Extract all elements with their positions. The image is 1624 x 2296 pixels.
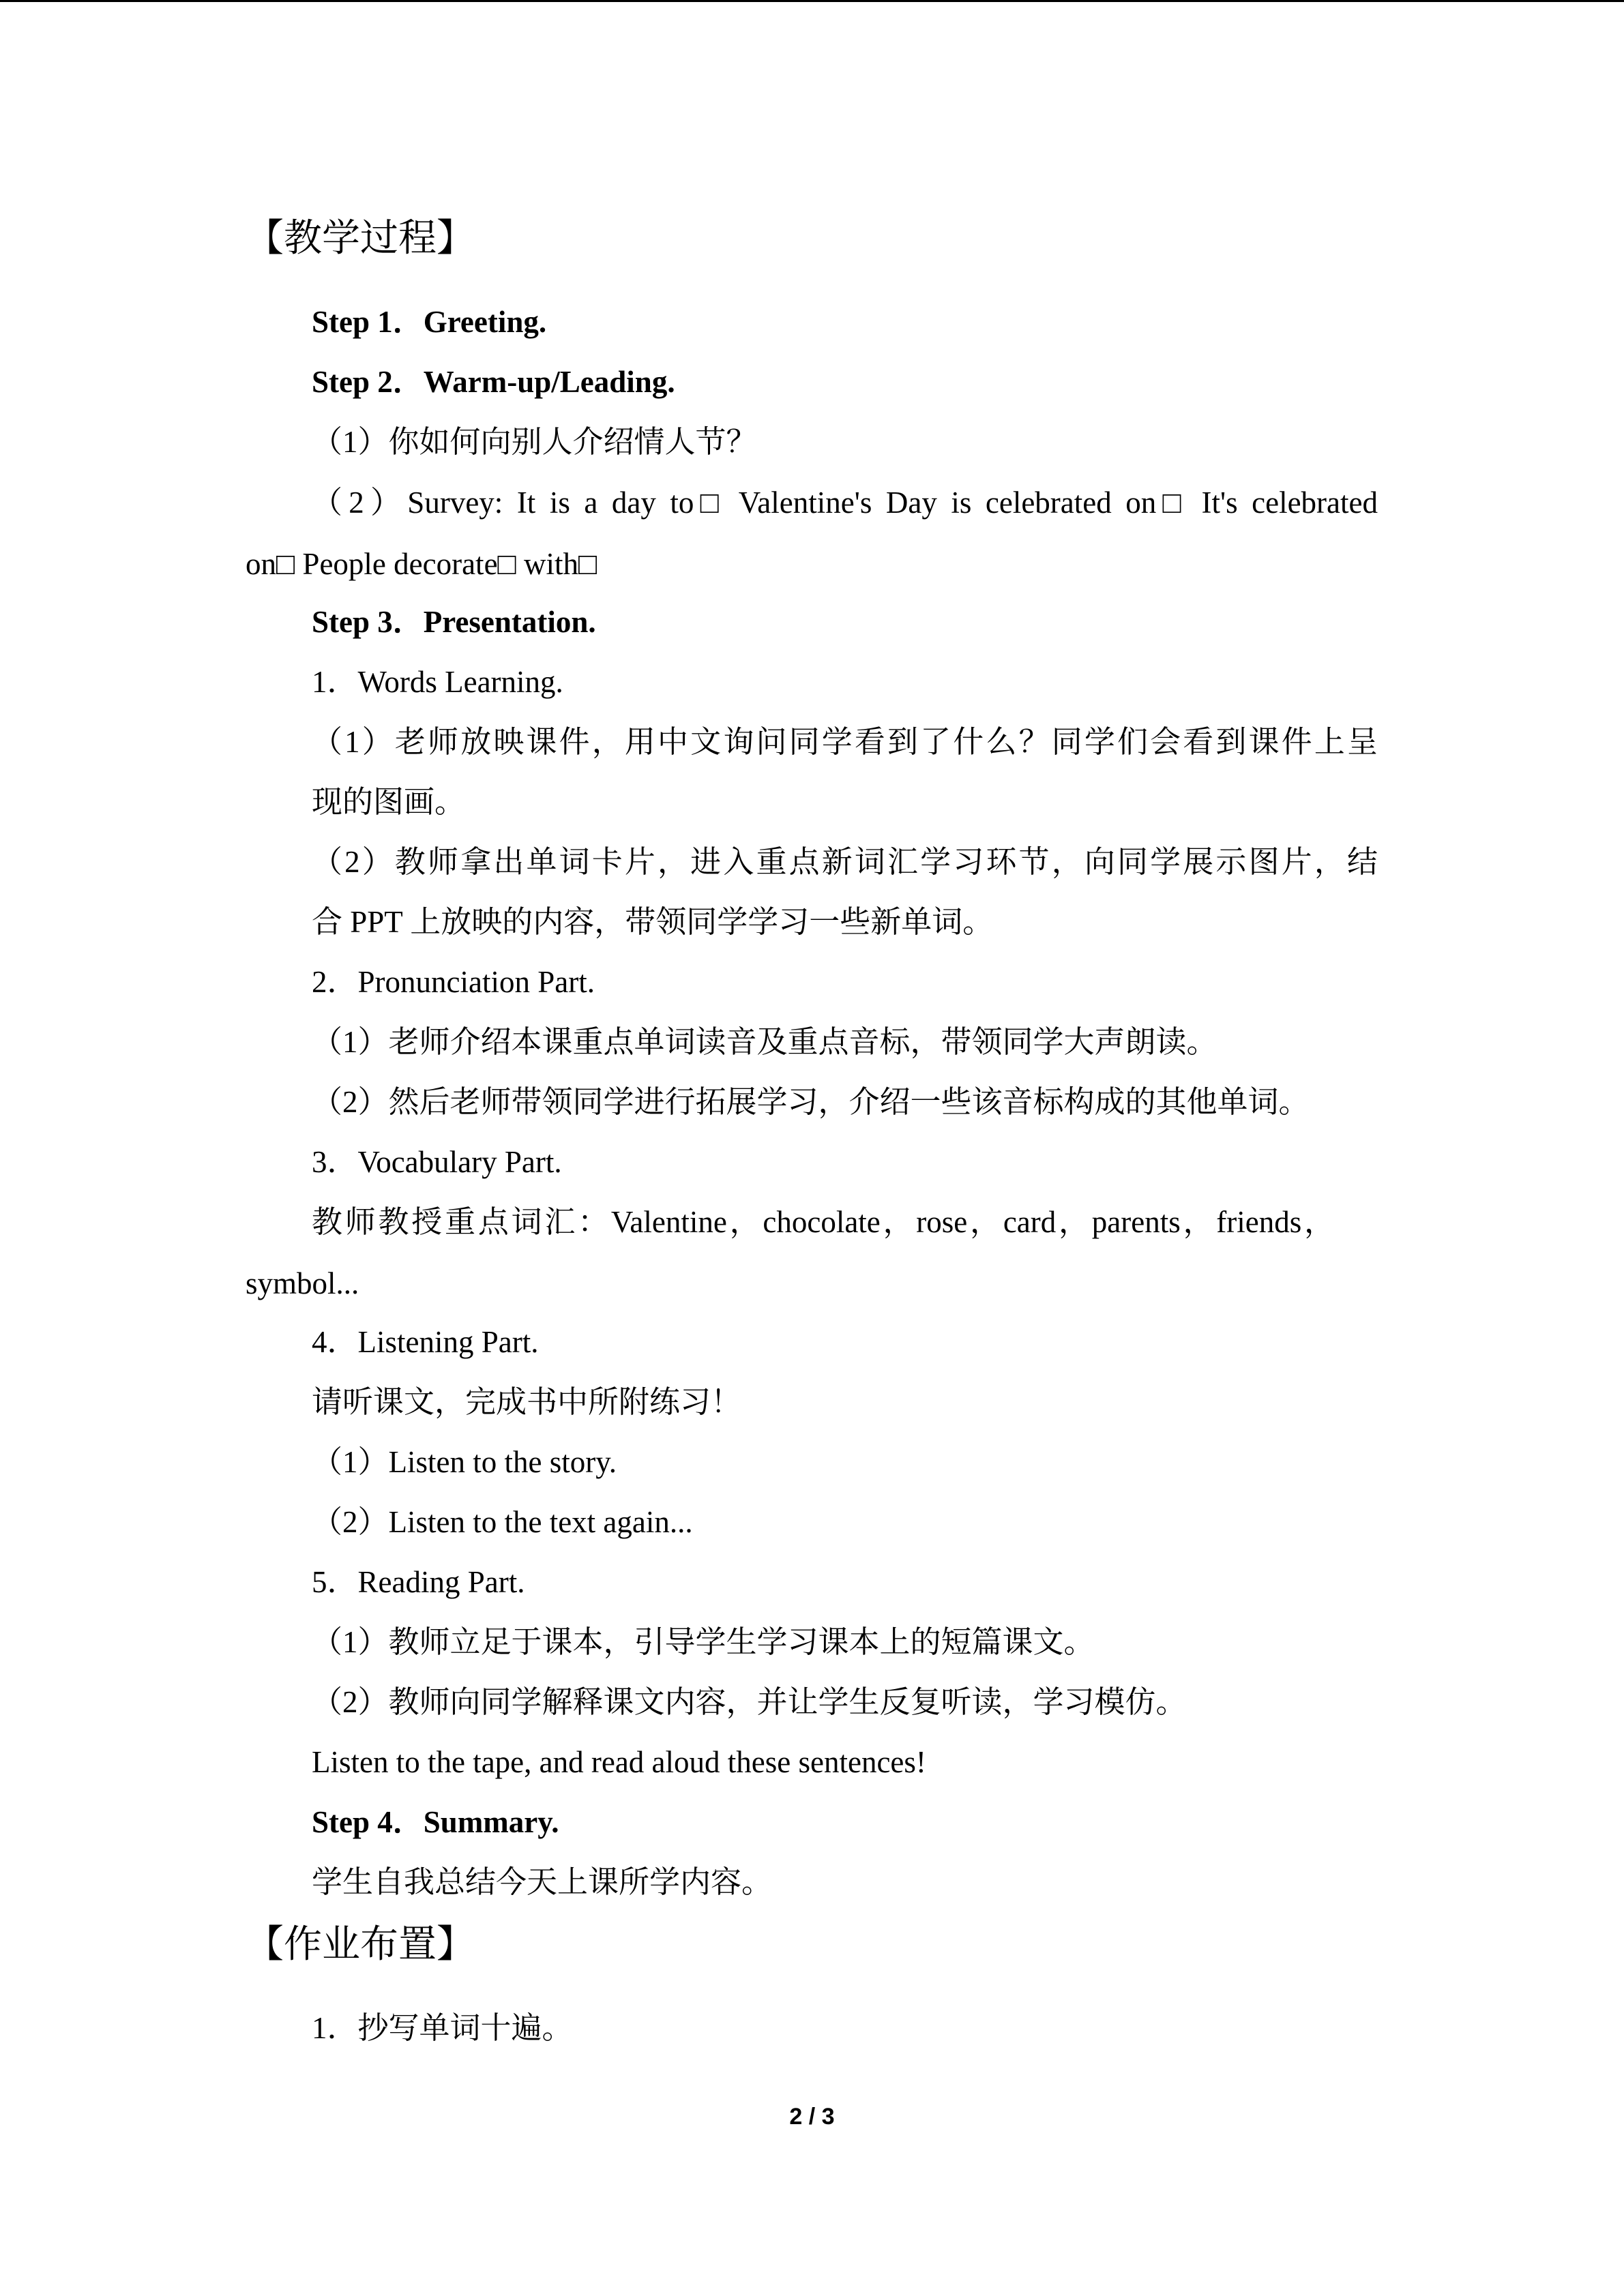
section-heading-teaching-process: 【教学过程】	[246, 216, 475, 260]
pronunciation-heading: 2．Pronunciation Part.	[312, 965, 595, 999]
vocabulary-heading: 3．Vocabulary Part.	[312, 1145, 562, 1179]
step-1-heading: Step 1．Greeting.	[312, 305, 547, 339]
words-learning-item-2-line-1: （2）教师拿出单词卡片，进入重点新词汇学习环节，向同学展示图片，结	[312, 845, 1378, 879]
vocabulary-line-2: symbol...	[246, 1266, 359, 1300]
step-3-heading: Step 3．Presentation.	[312, 605, 596, 639]
listening-intro: 请听课文，完成书中所附练习！	[312, 1385, 742, 1419]
reading-instruction: Listen to the tape, and read aloud these sentences!	[312, 1745, 926, 1779]
vocabulary-line-1: 教师教授重点词汇：Valentine，chocolate，rose，card，parents，friends，	[312, 1205, 1335, 1239]
listening-item-1: （1）Listen to the story.	[312, 1445, 617, 1479]
listening-item-2: （2）Listen to the text again...	[312, 1505, 693, 1539]
reading-item-1: （1）教师立足于课本，引导学生学习课本上的短篇课文。	[312, 1625, 1095, 1659]
section-heading-homework: 【作业布置】	[246, 1922, 475, 1967]
words-learning-item-2-line-2: 合 PPT 上放映的内容，带领同学学习一些新单词。	[312, 905, 994, 939]
pronunciation-item-2: （2）然后老师带领同学进行拓展学习，介绍一些该音标构成的其他单词。	[312, 1085, 1310, 1119]
step-2-item-2-line-2: on□ People decorate□ with□	[246, 547, 597, 581]
homework-item-1: 1．抄写单词十遍。	[312, 2011, 573, 2045]
step-2-item-2-line-1: （2）Survey: It is a day to□ Valentine's Day is celebrated on□ It's celebrated	[312, 486, 1378, 520]
summary-text: 学生自我总结今天上课所学内容。	[312, 1865, 773, 1899]
listening-heading: 4．Listening Part.	[312, 1325, 539, 1359]
words-learning-heading: 1．Words Learning.	[312, 665, 563, 699]
step-2-item-1: （1）你如何向别人介绍情人节？	[312, 425, 757, 459]
top-border-rule	[0, 0, 1624, 2]
step-4-heading: Step 4．Summary.	[312, 1805, 559, 1839]
words-learning-item-1-line-1: （1）老师放映课件，用中文询问同学看到了什么？同学们会看到课件上呈	[312, 725, 1378, 759]
step-2-heading: Step 2．Warm-up/Leading.	[312, 365, 675, 399]
reading-item-2: （2）教师向同学解释课文内容，并让学生反复听读，学习模仿。	[312, 1685, 1187, 1719]
words-learning-item-1-line-2: 现的图画。	[312, 785, 466, 819]
pronunciation-item-1: （1）老师介绍本课重点单词读音及重点音标，带领同学大声朗读。	[312, 1025, 1217, 1059]
page-number: 2 / 3	[789, 2104, 835, 2130]
reading-heading: 5．Reading Part.	[312, 1565, 525, 1599]
